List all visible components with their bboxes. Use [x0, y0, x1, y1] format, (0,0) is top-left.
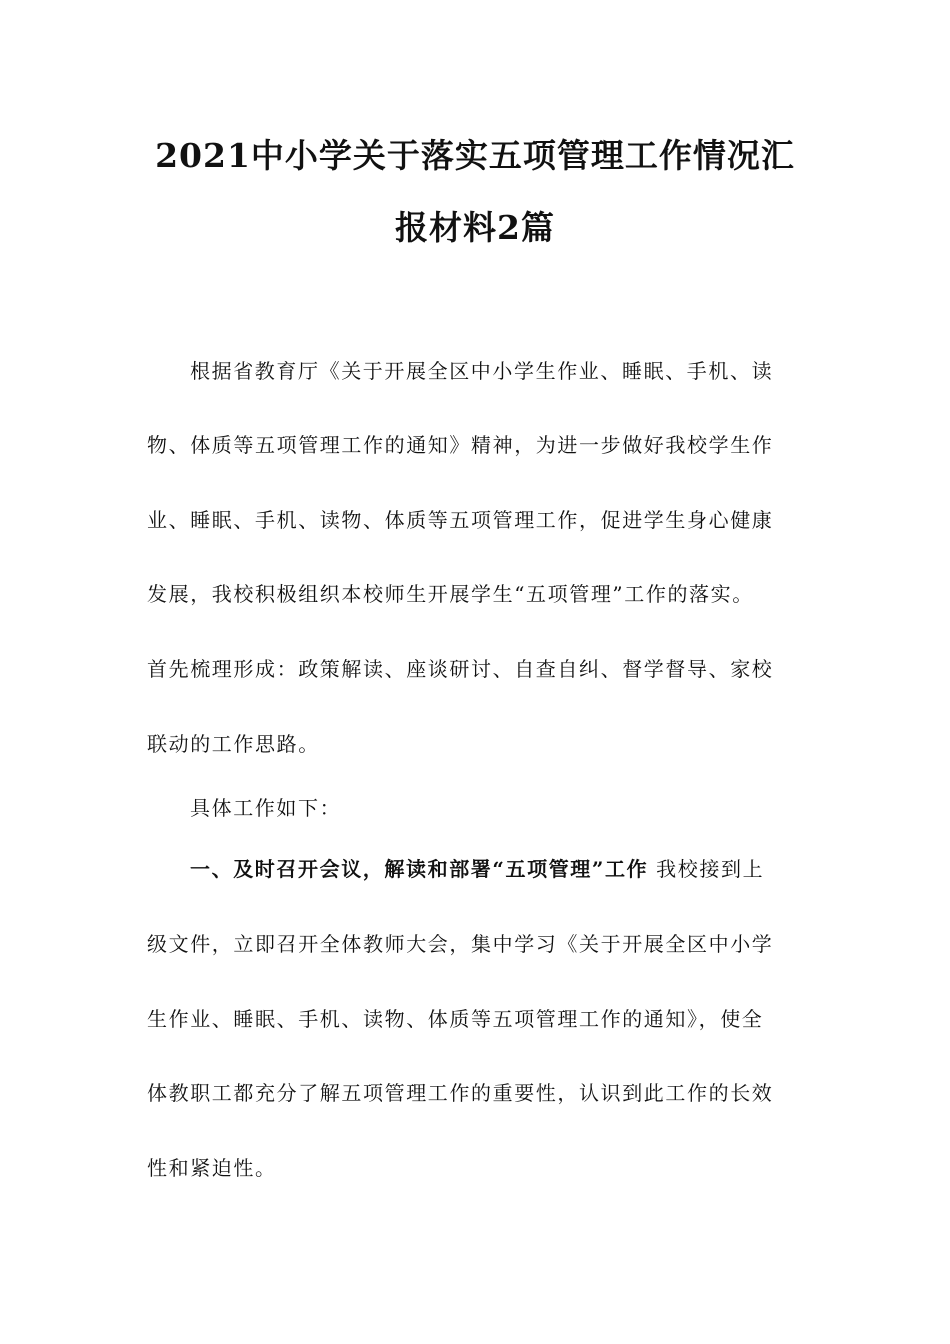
paragraph-1-line-2: 物、体质等五项管理工作的通知》精神，为进一步做好我校学生作: [147, 433, 774, 457]
paragraph-1-line-5: 首先梳理形成：政策解读、座谈研讨、自查自纠、督学督导、家校: [147, 657, 774, 681]
section-1-first-line: [190, 856, 810, 882]
paragraph-2: 具体工作如下：: [190, 796, 342, 820]
section-1-heading: 一、及时召开会议，解读和部署“五项管理”工作: [190, 857, 649, 881]
section-1-lead-text: 我校接到上: [648, 857, 765, 881]
section-1-line-2: 级文件，立即召开全体教师大会，集中学习《关于开展全区中小学: [147, 932, 774, 956]
section-1-line-5: 性和紧迫性。: [147, 1156, 277, 1180]
document-title-line-1: 2021中小学关于落实五项管理工作情况汇: [155, 136, 795, 175]
paragraph-1-line-6: 联动的工作思路。: [147, 732, 320, 756]
section-1-line-4: 体教职工都充分了解五项管理工作的重要性，认识到此工作的长效: [147, 1081, 774, 1105]
paragraph-1-line-3: 业、睡眠、手机、读物、体质等五项管理工作，促进学生身心健康: [147, 508, 774, 532]
section-1-line-3: 生作业、睡眠、手机、读物、体质等五项管理工作的通知》，使全: [147, 1007, 764, 1031]
paragraph-1-line-4: 发展，我校积极组织本校师生开展学生“五项管理”工作的落实。: [147, 582, 754, 606]
paragraph-1-line-1: 根据省教育厅《关于开展全区中小学生作业、睡眠、手机、读: [190, 359, 774, 383]
document-title-line-2: 报材料2篇: [395, 208, 555, 247]
